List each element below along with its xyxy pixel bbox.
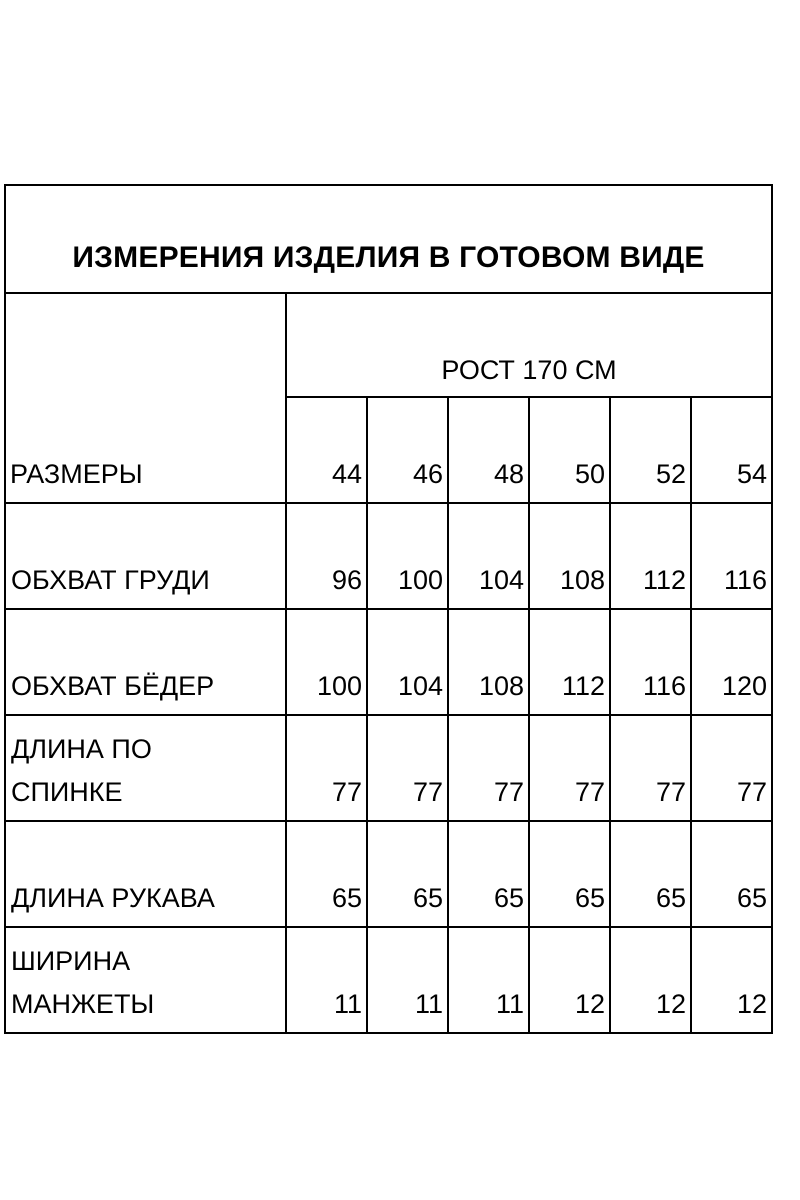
measurement-value: 77 [448,715,529,821]
sizes-label: РАЗМЕРЫ [10,458,143,489]
measurement-label [5,927,286,1033]
measurement-value: 12 [691,927,772,1033]
measurement-label-line: ОБХВАТ ГРУДИ [11,564,210,595]
measurement-value: 77 [286,715,367,821]
measurement-label [5,503,286,609]
size-chart-table [4,184,773,1034]
measurement-value: 108 [529,503,610,609]
measurement-label [5,715,286,821]
title-row [5,185,772,293]
size-value: 52 [610,397,691,503]
height-label: РОСТ 170 СМ [286,293,772,397]
measurement-label-line: СПИНКЕ [11,776,123,807]
measurement-value: 77 [367,715,448,821]
sizes-label-cell [5,293,286,503]
measurement-value: 100 [286,609,367,715]
measurement-row [5,821,772,927]
measurement-label-line: ДЛИНА ПО [11,733,152,764]
measurement-label-line: МАНЖЕТЫ [11,988,155,1019]
measurement-value: 65 [529,821,610,927]
measurement-value: 77 [691,715,772,821]
measurement-label [5,821,286,927]
height-row [5,293,772,397]
size-value: 54 [691,397,772,503]
measurement-value: 65 [367,821,448,927]
measurement-value: 112 [610,503,691,609]
measurement-value: 11 [286,927,367,1033]
size-value: 46 [367,397,448,503]
measurement-value: 96 [286,503,367,609]
measurement-value: 65 [691,821,772,927]
measurement-label-line: ШИРИНА [11,945,131,976]
measurement-value: 65 [610,821,691,927]
measurement-value: 12 [529,927,610,1033]
size-value: 48 [448,397,529,503]
measurement-value: 11 [448,927,529,1033]
measurement-row [5,715,772,821]
measurement-value: 11 [367,927,448,1033]
measurement-value: 116 [691,503,772,609]
measurement-value: 77 [529,715,610,821]
measurement-value: 112 [529,609,610,715]
measurement-row [5,927,772,1033]
measurement-value: 65 [448,821,529,927]
measurement-value: 77 [610,715,691,821]
measurement-label-line: ДЛИНА РУКАВА [11,882,215,913]
measurement-value: 65 [286,821,367,927]
measurement-row [5,609,772,715]
measurement-value: 12 [610,927,691,1033]
size-value: 44 [286,397,367,503]
measurement-label [5,609,286,715]
measurement-value: 104 [367,609,448,715]
measurement-row [5,503,772,609]
measurement-value: 120 [691,609,772,715]
table-title: ИЗМЕРЕНИЯ ИЗДЕЛИЯ В ГОТОВОМ ВИДЕ [5,185,772,293]
measurement-value: 100 [367,503,448,609]
size-value: 50 [529,397,610,503]
measurement-value: 104 [448,503,529,609]
measurement-value: 116 [610,609,691,715]
measurement-label-line: ОБХВАТ БЁДЕР [11,670,215,701]
measurement-value: 108 [448,609,529,715]
